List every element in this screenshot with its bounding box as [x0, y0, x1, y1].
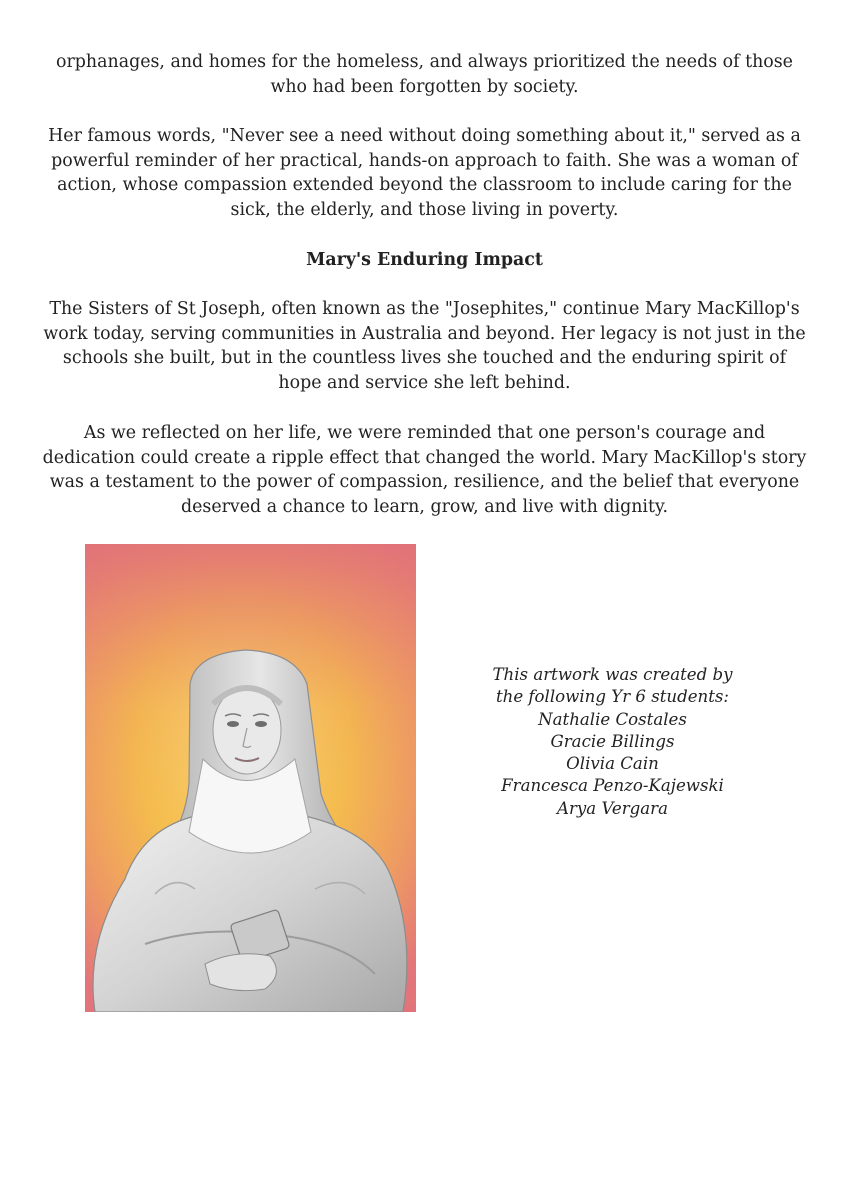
- paragraph-orphanages: orphanages, and homes for the homeless, and always prioritized the needs of those who had been forgotten by society.: [56, 52, 793, 97]
- artwork-caption: [470, 664, 755, 820]
- student-name: Nathalie Costales: [538, 709, 687, 729]
- caption-line-2: the following Yr 6 students:: [495, 687, 730, 707]
- student-name: Olivia Cain: [566, 754, 659, 774]
- mary-mackillop-artwork: [85, 544, 416, 1012]
- student-name: Arya Vergara: [556, 798, 668, 818]
- section-heading: Mary's Enduring Impact: [306, 250, 543, 270]
- student-name: Francesca Penzo-Kajewski: [501, 776, 724, 796]
- paragraph-famous-words: Her famous words, "Never see a need without doing something about it," served as a powerful reminder of her practical, hands-on approach to faith. She was a woman of action, whose compassion extended beyond the classroom to include caring for the sick, the elderly, and those living in poverty.: [48, 126, 801, 220]
- pencil-portrait-drawing: [85, 544, 416, 1012]
- paragraph-josephites: The Sisters of St Joseph, often known as the "Josephites," continue Mary MacKillop's work today, serving communities in Australia and beyond. Her legacy is not just in the schools she built, but in the countless lives she touched and the enduring spirit of hope and service she left behind.: [43, 299, 806, 393]
- caption-line-1: This artwork was created by: [492, 665, 733, 684]
- student-name: Gracie Billings: [550, 731, 675, 751]
- paragraph-reflection: As we reflected on her life, we were reminded that one person's courage and dedication could create a ripple effect that changed the world. Mary MacKillop's story was a testament to the power of compassion, resilience, and the belief that everyone deserved a chance to learn, grow, and live with dignity.: [42, 423, 807, 517]
